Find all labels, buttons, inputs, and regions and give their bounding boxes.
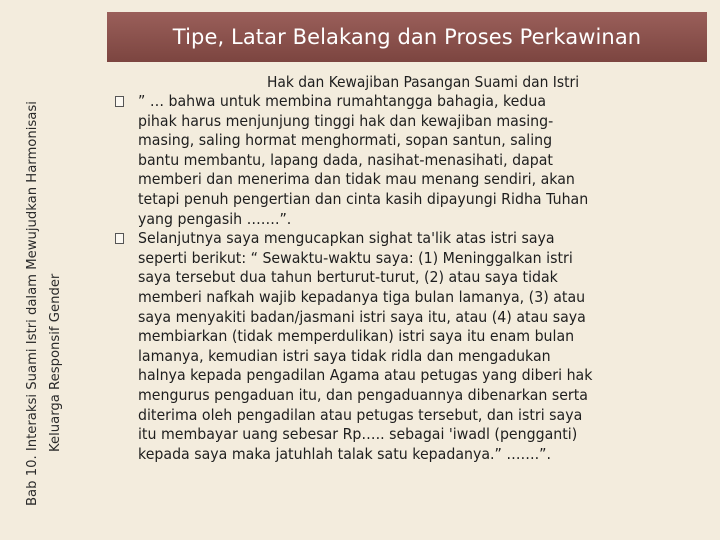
bullet-square-icon	[115, 233, 124, 244]
text-line: memberi nafkah wajib kepadanya tiga bulan lamanya, (3) atau	[138, 287, 586, 306]
text-line: saya tersebut dua tahun berturut-turut, (2) atau saya tidak	[138, 268, 558, 287]
text-line: itu membayar uang sebesar Rp….. sebagai 'iwadl (pengganti)	[138, 425, 578, 444]
text-line: pihak harus menjunjung tinggi hak dan kewajiban masing-	[138, 111, 554, 130]
section-heading: Hak dan Kewajiban Pasangan Suami dan Istri	[266, 73, 580, 91]
text-line: seperti berikut: “ Sewaktu-waktu saya: (1) Meninggalkan istri	[138, 248, 573, 267]
side-caption	[0, 0, 80, 540]
text-line: bantu membantu, lapang dada, nasihat-menasihati, dapat	[138, 150, 553, 169]
text-line: saya menyakiti badan/jasmani istri saya itu, atau (4) atau saya	[138, 307, 586, 326]
bullet-square-icon	[115, 96, 124, 107]
text-line: ” … bahwa untuk membina rumahtangga bahagia, kedua	[138, 92, 547, 110]
text-line: tetapi penuh pengertian dan cinta kasih dipayungi Ridha Tuhan	[138, 189, 589, 208]
bullet-text-2	[138, 229, 672, 464]
text-line: halnya kepada pengadilan Agama atau petugas yang diberi hak	[138, 366, 593, 385]
text-line: masing, saling hormat menghormati, sopan santun, saling	[138, 131, 553, 150]
page-title: Tipe, Latar Belakang dan Proses Perkawinan	[172, 25, 642, 49]
side-caption-line-2: Keluarga Responsif Gender	[48, 273, 63, 452]
text-line: lamanya, kemudian istri saya tidak ridla dan mengadukan	[138, 346, 551, 365]
content-area	[108, 72, 708, 464]
text-line: yang pengasih …….”.	[138, 209, 292, 228]
text-line: Selanjutnya saya mengucapkan sighat ta'lik atas istri saya	[138, 229, 555, 248]
text-line: diterima oleh pengadilan atau petugas tersebut, dan istri saya	[138, 405, 583, 424]
title-bar	[107, 12, 707, 62]
side-caption-line-1: Bab 10. Interaksi Suami Istri dalam Mewujudkan Harmonisasi	[25, 101, 40, 506]
text-line: mengurus pengaduan itu, dan pengaduannya dibenarkan serta	[138, 385, 588, 404]
bullet-text-1	[138, 92, 672, 229]
bullet-item-2	[108, 229, 708, 464]
text-line: memberi dan menerima dan tidak mau menang sendiri, akan	[138, 170, 575, 189]
text-line: membiarkan (tidak memperdulikan) istri saya itu enam bulan	[138, 327, 575, 346]
bullet-item-1	[108, 92, 708, 229]
text-line: kepada saya maka jatuhlah talak satu kepadanya.” …….”.	[138, 444, 552, 463]
